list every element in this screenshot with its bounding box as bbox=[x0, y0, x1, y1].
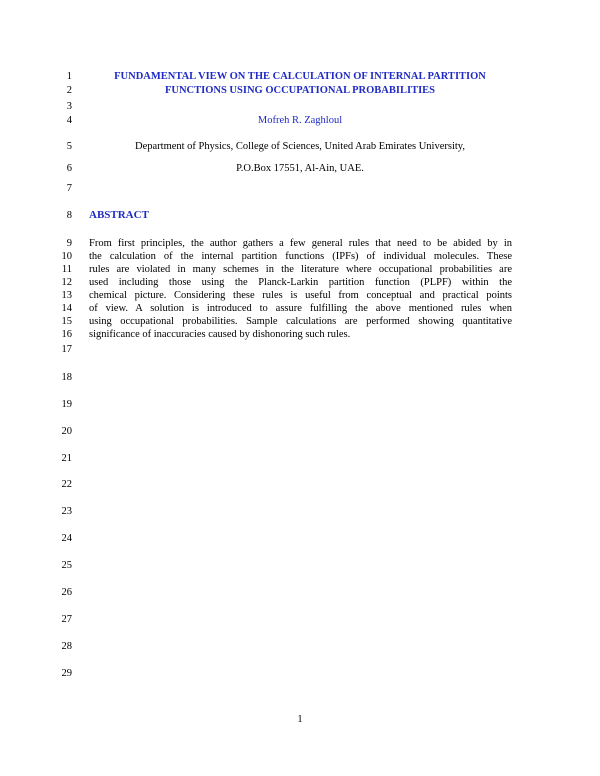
abstract-line: using occupational probabilities. Sample calculations are performed showing quantitative bbox=[89, 316, 512, 327]
affiliation-line-2: P.O.Box 17551, Al-Ain, UAE. bbox=[236, 163, 364, 174]
line-number: 15 bbox=[61, 316, 72, 327]
affiliation-line-1: Department of Physics, College of Sciences, United Arab Emirates University, bbox=[135, 141, 465, 152]
line-number: 26 bbox=[61, 587, 72, 598]
line-number: 6 bbox=[66, 163, 72, 174]
abstract-line: used including those using the Planck-Larkin partition function (PLPF) within the bbox=[89, 277, 512, 288]
abstract-line: From first principles, the author gathers a few general rules that need to be abided by in bbox=[89, 238, 512, 249]
line-number: 12 bbox=[61, 277, 72, 288]
line-number: 14 bbox=[61, 303, 72, 314]
line-number: 18 bbox=[61, 372, 72, 383]
page-number: 1 bbox=[297, 714, 303, 725]
abstract-line: of view. A solution is introduced to assure fulfilling the above mentioned rules when bbox=[89, 303, 512, 314]
line-number: 17 bbox=[61, 344, 72, 355]
line-number: 5 bbox=[66, 141, 72, 152]
line-number: 4 bbox=[66, 115, 72, 126]
line-number: 25 bbox=[61, 560, 72, 571]
line-number: 21 bbox=[61, 453, 72, 464]
paper-title-line-2: FUNCTIONS USING OCCUPATIONAL PROBABILITIES bbox=[164, 85, 436, 96]
line-number: 27 bbox=[61, 614, 72, 625]
line-number: 9 bbox=[66, 238, 72, 249]
line-number: 28 bbox=[61, 641, 72, 652]
line-number: 20 bbox=[61, 426, 72, 437]
line-number: 8 bbox=[66, 210, 72, 221]
abstract-line: rules are violated in many schemes in the literature where occupational probabilities are bbox=[89, 264, 512, 275]
line-number: 23 bbox=[61, 506, 72, 517]
abstract-line: the calculation of the internal partition functions (IPFs) of individual molecules. These bbox=[89, 251, 512, 262]
line-number: 1 bbox=[66, 71, 72, 82]
abstract-line: significance of inaccuracies caused by dishonoring such rules. bbox=[89, 329, 351, 340]
line-number: 2 bbox=[66, 85, 72, 96]
line-number: 11 bbox=[61, 264, 72, 275]
author-name: Mofreh R. Zaghloul bbox=[257, 115, 343, 126]
line-number: 3 bbox=[66, 101, 72, 112]
line-number: 7 bbox=[66, 183, 72, 194]
abstract-line: chemical picture. Considering these rules is useful from conceptual and practical points bbox=[89, 290, 512, 301]
line-number: 22 bbox=[61, 479, 72, 490]
line-number: 10 bbox=[61, 251, 72, 262]
abstract-heading: ABSTRACT bbox=[89, 209, 149, 221]
line-number: 19 bbox=[61, 399, 72, 410]
line-number: 16 bbox=[61, 329, 72, 340]
line-number: 29 bbox=[61, 668, 72, 679]
line-number: 13 bbox=[61, 290, 72, 301]
line-number: 24 bbox=[61, 533, 72, 544]
paper-title-line-1: FUNDAMENTAL VIEW ON THE CALCULATION OF INTERNAL PARTITION bbox=[114, 71, 486, 82]
